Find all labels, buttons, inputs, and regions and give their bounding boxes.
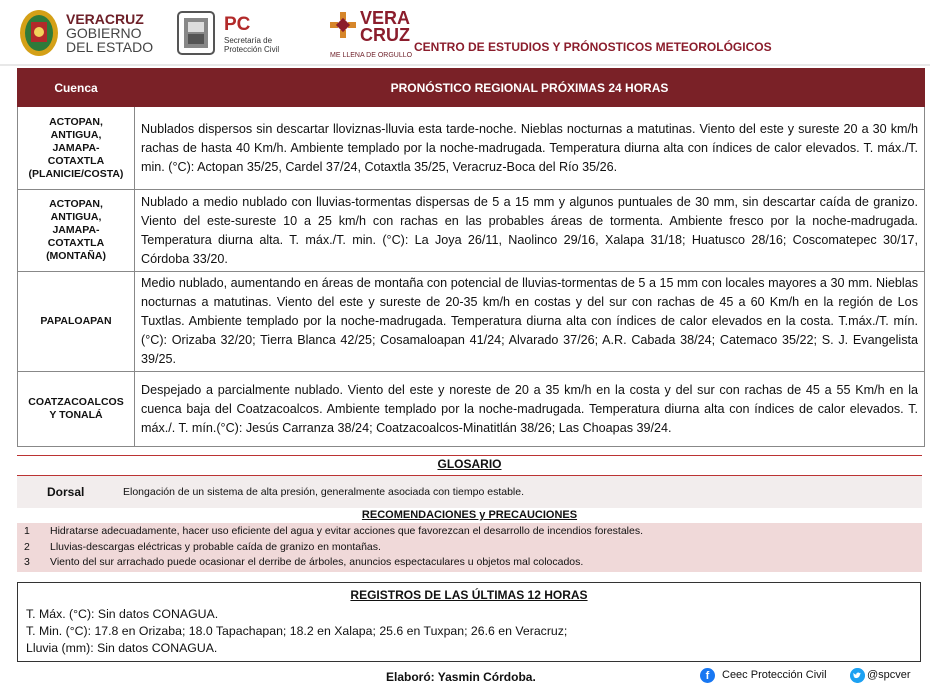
basin-cell: ACTOPAN, ANTIGUA, JAMAPA- COTAXTLA (MONTAÑA) [18, 190, 135, 272]
forecast-cell: Medio nublado, aumentando en áreas de montaña con potencial de lluvias-tormentas de 5 a 15 mm con locales mayores a 30 mm. Nieblas nocturnas a matutinas. Viento del este y sureste de 20-35 km/h en costas y del sur con rachas de 45 a 60 Km/h en la región de Los Tuxtlas. Ambiente templado por la noche-madrugada. Temperatura diurna alta con índices de calor elevados en la costa. T.máx./T. mín. (°C): Orizaba 32/20; Tierra Blanca 42/25; Cosamaloapan 41/24; Alvarado 37/26; A.R. Cabada 38/24; Catemaco 35/22; S. J. Evangelista 39/25. [135, 272, 925, 372]
coat-of-arms-icon [18, 8, 60, 58]
records-tmin: T. Min. (°C): 17.8 en Orizaba; 18.0 Tapachapan; 18.2 en Xalapa; 25.6 en Tuxpan; 26.6 en Veracruz; [26, 624, 568, 638]
column-header-basin: Cuenca [18, 69, 135, 107]
twitter-link[interactable]: @spcver [867, 669, 911, 681]
table-row [18, 107, 925, 190]
forecast-cell: Nublados dispersos sin descartar lloviznas-lluvia esta tarde-noche. Nieblas nocturnas a matutinas. Viento del este y sureste 20 a 30 km/h rachas de hasta 40 Km/h. Ambiente templado por la noche-madrugada. Temperatura diurna alta con índices de calor elevados. T. máx./T. min. (°C): Actopan 35/25, Cardel 37/24, Cotaxtla 35/25, Veracruz-Boca del Río 35/26. [135, 107, 925, 190]
forecast-cell: Despejado a parcialmente nublado. Viento del este y noreste de 20 a 35 km/h en la costa y del sur con rachas de 45 a 55 Km/h en la cuenca baja del Coatzacoalcos. Ambiente templado por la noche-madrugada. Temperatura diurna alta con índices de calor elevados. T. máx./. T. mín.(°C): Jesús Carranza 38/24; Coatzacoalcos-Minatitlán 38/26; Las Choapas 39/24. [135, 372, 925, 447]
column-header-forecast: PRONÓSTICO REGIONAL PRÓXIMAS 24 HORAS [135, 69, 925, 107]
list-item: 1 Hidratarse adecuadamente, hacer uso eficiente del agua y evitar acciones que favorezcan el desarrollo de incendios forestales. [24, 525, 644, 537]
basin-cell: COATZACOALCOS Y TONALÁ [18, 372, 135, 447]
state-emblem-icon [176, 10, 216, 56]
basin-cell: ACTOPAN, ANTIGUA, JAMAPA- COTAXTLA (PLANICIE/COSTA) [18, 107, 135, 190]
table-row [18, 272, 925, 372]
table-header-row [18, 69, 925, 107]
header-divider [0, 64, 930, 66]
footer [0, 666, 931, 688]
glossary-divider [17, 455, 922, 456]
facebook-icon[interactable]: f [700, 668, 715, 683]
records-rain: Lluvia (mm): Sin datos CONAGUA. [26, 641, 218, 655]
glossary-definition: Elongación de un sistema de alta presión, generalmente asociada con tiempo estable. [123, 486, 525, 498]
forecast-table [17, 68, 925, 447]
table-row [18, 190, 925, 272]
facebook-link[interactable]: Ceec Protección Civil [722, 669, 827, 681]
list-item: 3 Viento del sur arrachado puede ocasionar el derribe de árboles, anuncios espectaculares u objetos mal colocados. [24, 556, 584, 568]
glossary-title: GLOSARIO [437, 457, 502, 471]
records-box [17, 582, 921, 662]
author-credit: Elaboró: Yasmin Córdoba. [386, 670, 536, 684]
proteccion-civil-logo: PC Secretaría de Protección Civil [176, 8, 296, 58]
veracruz-government-logo: VERACRUZ GOBIERNO DEL ESTADO [18, 8, 163, 58]
list-item: 2 Lluvias-descargas eléctricas y probable caída de granizo en montañas. [24, 541, 381, 553]
glossary-term: Dorsal [47, 485, 85, 499]
records-tmax: T. Máx. (°C): Sin datos CONAGUA. [26, 607, 219, 621]
forecast-cell: Nublado a medio nublado con lluvias-tormentas dispersas de 5 a 15 mm y algunos puntuales de 30 mm, sin descartar caída de granizo. Viento del este-sureste 10 a 25 km/h con rachas en las probables áreas de tormenta. Ambiente fresco por la noche-madrugada. Temperatura diurna alta. T. máx./T. min. (°C): La Joya 26/11, Naolinco 29/16, Xalapa 31/18; Huatusco 28/16; Coscomatepec 30/17, Córdoba 33/20. [135, 190, 925, 272]
veracruz-brand-logo: VERA CRUZ ME LLENA DE ORGULLO [330, 8, 413, 59]
twitter-icon[interactable] [850, 668, 865, 683]
knot-pattern-icon [330, 12, 356, 38]
table-row [18, 372, 925, 447]
records-title: REGISTROS DE LAS ÚLTIMAS 12 HORAS [350, 588, 588, 602]
header [0, 0, 931, 66]
basin-cell: PAPALOAPAN [18, 272, 135, 372]
page-title: CENTRO DE ESTUDIOS Y PRÓNOSTICOS METEOROLÓGICOS [414, 40, 772, 54]
glossary-entry [17, 476, 922, 508]
recommendations-list [17, 523, 922, 572]
recommendations-title: RECOMENDACIONES y PRECAUCIONES [361, 509, 578, 521]
